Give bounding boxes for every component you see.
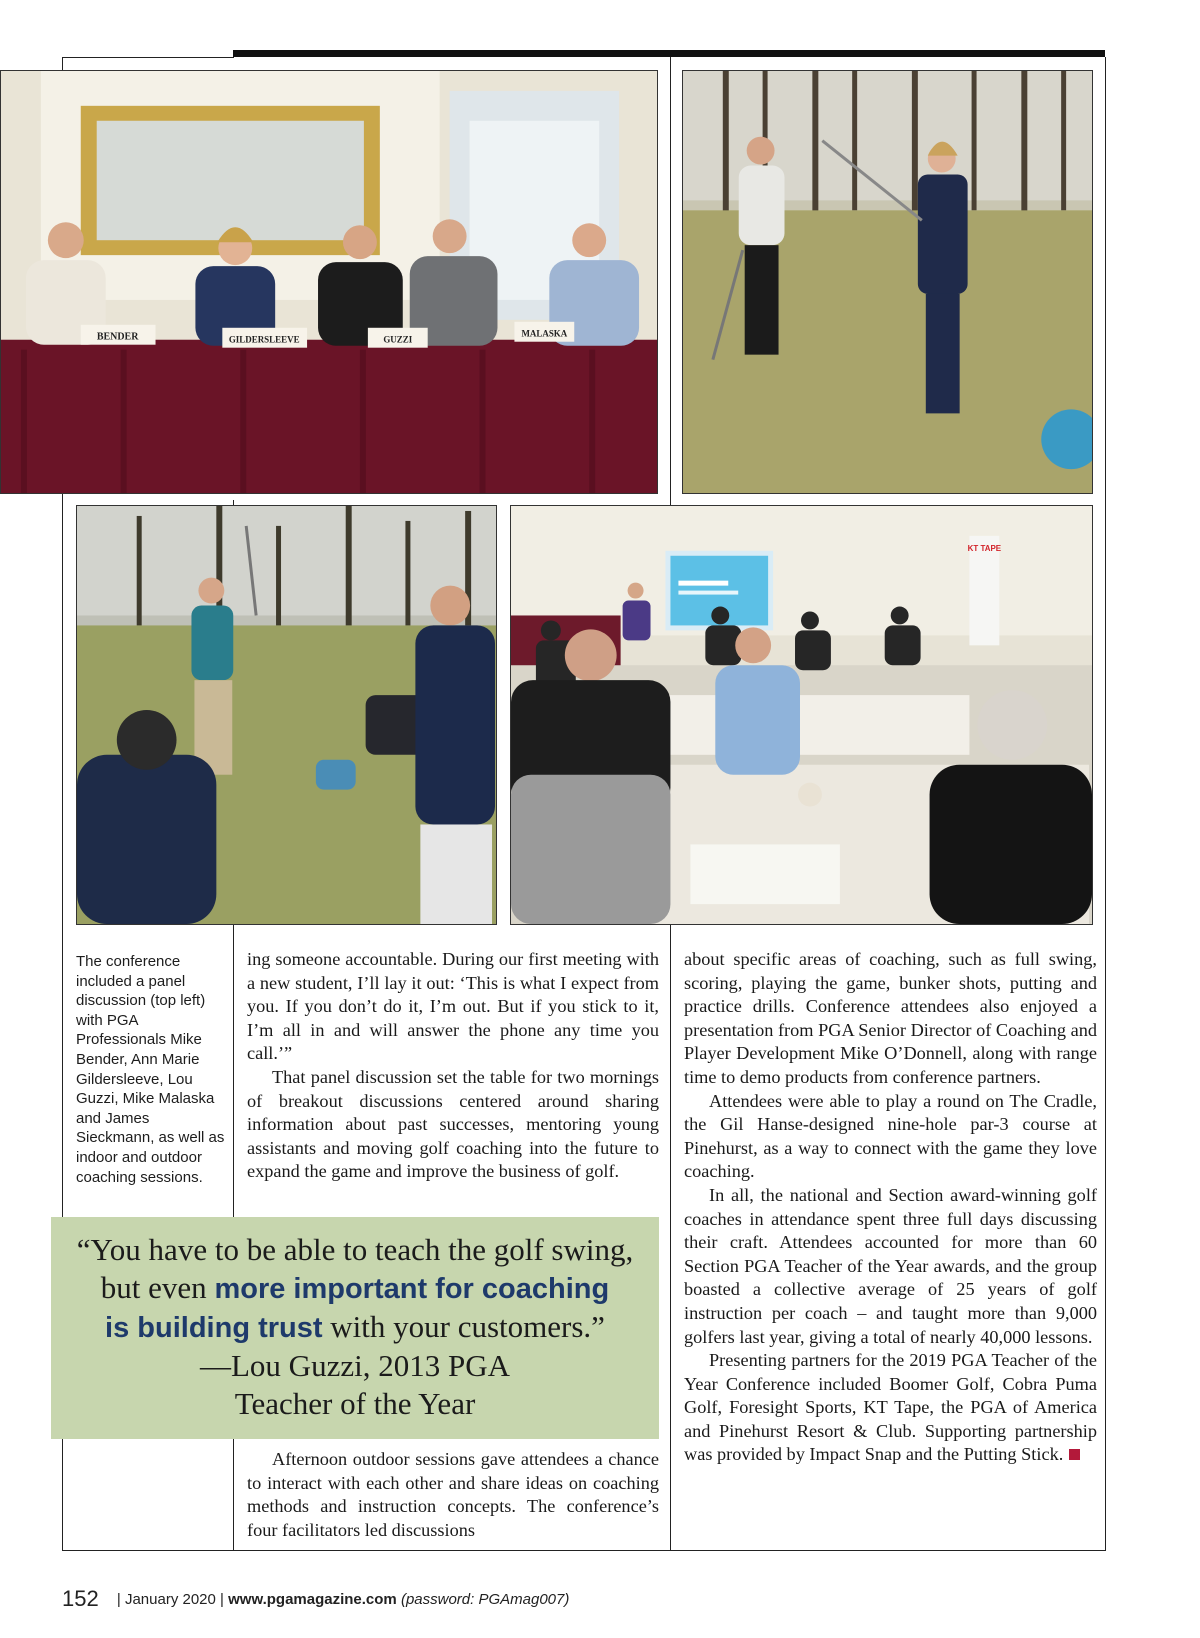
quote-line-3-text: with your customers.”: [322, 1309, 605, 1344]
middle-paragraph-3: Afternoon outdoor sessions gave attendees a chance to interact with each other and share ideas on coaching methods and instruction concepts. The conference’s four facilitators led discussions: [247, 1449, 659, 1540]
photo-outdoor-instructor: [682, 70, 1093, 494]
footer-separator-1: |: [116, 1591, 121, 1608]
quote-highlight-2: is building trust: [105, 1312, 323, 1344]
quote-line-2-text: but even: [100, 1270, 215, 1305]
nameplate-bender: BENDER: [96, 331, 139, 343]
right-paragraph-3: In all, the national and Section award-winning golf coaches in attendance spent three full days discussing their craft. Attendees accounted for more than 60 Section PGA Teacher of the Year awards, and the group boasted a collective average of 25 years of golf instruction per coach – and taught more than 9,000 golfers last year, giving a total of nearly 40,000 lessons.: [684, 1184, 1097, 1347]
kt-tape-sign: KT TAPE: [967, 543, 1002, 553]
end-mark-icon: [1069, 1449, 1080, 1460]
quote-attribution: —Lou Guzzi, 2013 PGA: [200, 1348, 510, 1383]
middle-paragraph-1: ing someone accountable. During our first meeting with a new student, I’ll lay it out: ‘This is what I expect from you. If you don’t do it, I’m out. But if you stick to it, I’m all in and will answer the phone any time you call.’”: [247, 949, 659, 1064]
quote-attribution-title: Teacher of the Year: [234, 1386, 476, 1421]
footer-password: (password: PGAmag007): [400, 1591, 570, 1608]
frame-top-left: [62, 57, 234, 58]
nameplate-guzzi: GUZZI: [383, 334, 413, 345]
quote-highlight-1: more important for coaching: [214, 1273, 610, 1305]
right-paragraph-4: [684, 1349, 1097, 1467]
page-number: 152: [62, 1586, 99, 1611]
footer-url-link[interactable]: www.pgamagazine.com: [228, 1591, 397, 1608]
page-footer: [62, 1586, 569, 1612]
photo-indoor-presentation: [510, 505, 1093, 925]
frame-bottom: [62, 1550, 1106, 1551]
article-column-middle: [247, 948, 659, 1184]
article-column-right: [684, 948, 1097, 1467]
photo-caption: The conference included a panel discussion (top left) with PGA Professionals Mike Bender, Ann Marie Gildersleeve, Lou Guzzi, Mike Malaska and James Sieckmann, as well as indoor and outdoor coaching sessions.: [76, 953, 225, 1186]
footer-separator-2: |: [220, 1591, 224, 1608]
top-rule: [233, 50, 1105, 57]
right-paragraph-2: Attendees were able to play a round on The Cradle, the Gil Hanse-designed nine-hole par-3 course at Pinehurst, as a way to connect with the game they love coaching.: [684, 1090, 1097, 1182]
frame-right: [1105, 57, 1106, 1551]
article-column-middle-lower: [247, 1448, 659, 1542]
photo-swing-demo: [76, 505, 497, 925]
nameplate-gildersleeve: GILDERSLEEVE: [228, 334, 300, 345]
footer-date: January 2020: [124, 1591, 216, 1608]
quote-line-3: [51, 1308, 659, 1347]
right-paragraph-4-text: Presenting partners for the 2019 PGA Teacher of the Year Conference included Boomer Golf, Cobra Puma Golf, Foresight Sports, KT Tape, the PGA of America and Pinehurst Resort & Club. Supporting partnership was provided by Impact Snap and the Putting Stick.: [684, 1350, 1097, 1465]
quote-line-2: [51, 1269, 659, 1308]
photo-panel-discussion: [0, 70, 658, 494]
nameplate-malaska: MALASKA: [521, 328, 568, 339]
middle-paragraph-2: That panel discussion set the table for two mornings of breakout discussions centered around sharing information about past successes, mentoring young assistants and moving golf coaching into the future to expand the game and improve the business of golf.: [247, 1066, 659, 1182]
right-paragraph-1: about specific areas of coaching, such as full swing, scoring, playing the game, bunker shots, putting and practice drills. Conference attendees also enjoyed a presentation from PGA Senior Director of Coaching and Player Development Mike O’Donnell, along with range time to demo products from conference partners.: [684, 949, 1097, 1087]
pull-quote: [51, 1217, 659, 1439]
quote-line-1: “You have to be able to teach the golf swing,: [76, 1232, 634, 1267]
